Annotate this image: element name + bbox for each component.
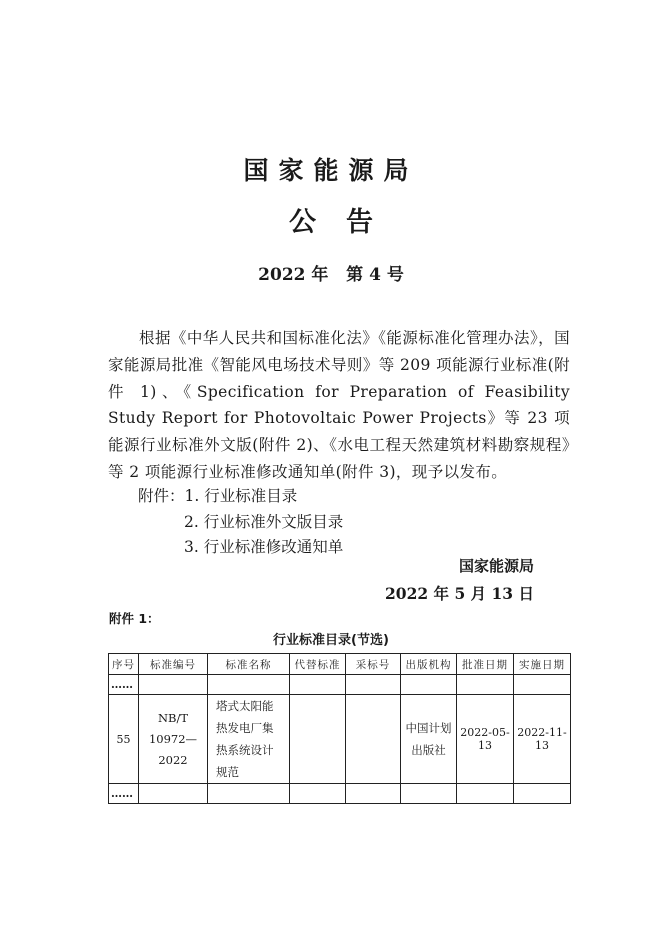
standard-code	[139, 695, 208, 784]
table-row-ellipsis	[109, 784, 571, 804]
ellipsis-cell: ……	[109, 675, 139, 695]
column-header: 标准名称	[208, 654, 290, 675]
row-number: 55	[109, 695, 139, 784]
standards-table	[108, 653, 571, 804]
column-header: 代替标准	[290, 654, 346, 675]
standard-name-line: 热系统设计	[216, 743, 274, 757]
replaced-standard	[290, 695, 346, 784]
standard-code-line: 10972—2022	[148, 731, 198, 767]
appendix-label: 附件 1：	[109, 611, 160, 626]
standard-name-line: 塔式太阳能	[216, 699, 274, 713]
column-header: 采标号	[346, 654, 401, 675]
document-number: 2022 年 第 4 号	[258, 265, 404, 285]
standard-name	[208, 695, 290, 784]
table-row	[109, 695, 571, 784]
table-title: 行业标准目录(节选)	[273, 633, 389, 648]
adopted-number	[346, 695, 401, 784]
publisher	[401, 695, 457, 784]
announcement-title: 公告	[289, 207, 403, 238]
publisher-line: 出版社	[411, 743, 446, 757]
standard-name-line: 规范	[216, 765, 239, 779]
signature-org: 国家能源局	[458, 557, 534, 575]
table-header-row	[109, 654, 571, 675]
attachment-item-2: 2. 行业标准外文版目录	[184, 513, 344, 531]
ellipsis-cell: ……	[109, 784, 139, 804]
column-header: 出版机构	[401, 654, 457, 675]
standard-code-line: NB/T	[157, 710, 189, 725]
signature-date: 2022 年 5 月 13 日	[385, 584, 534, 603]
standard-name-line: 热发电厂集	[216, 721, 274, 735]
agency-title: 国家能源局	[243, 156, 419, 185]
approval-date: 2022-05-13	[457, 695, 514, 784]
column-header: 标准编号	[139, 654, 208, 675]
attachment-item-3: 3. 行业标准修改通知单	[184, 538, 344, 556]
column-header: 批准日期	[457, 654, 514, 675]
table-row-ellipsis	[109, 675, 571, 695]
column-header: 实施日期	[514, 654, 571, 675]
announcement-body: 根据《中华人民共和国标准化法》《能源标准化管理办法》，国家能源局批准《智能风电场技术导则》等 209 项能源行业标准(附件 1)、《Specification for Preparation of Feasibility Study Report for Photovoltaic Power Projects》等 23 项能源行业标准外文版(附件 2)、《水电工程天然建筑材料勘察规程》等 2 项能源行业标准修改通知单(附件 3)，现予以发布。	[108, 329, 570, 481]
publisher-line: 中国计划	[405, 721, 452, 735]
column-header: 序号	[109, 654, 139, 675]
attachment-item-1: 附件：1. 行业标准目录	[138, 487, 298, 505]
effective-date: 2022-11-13	[514, 695, 571, 784]
